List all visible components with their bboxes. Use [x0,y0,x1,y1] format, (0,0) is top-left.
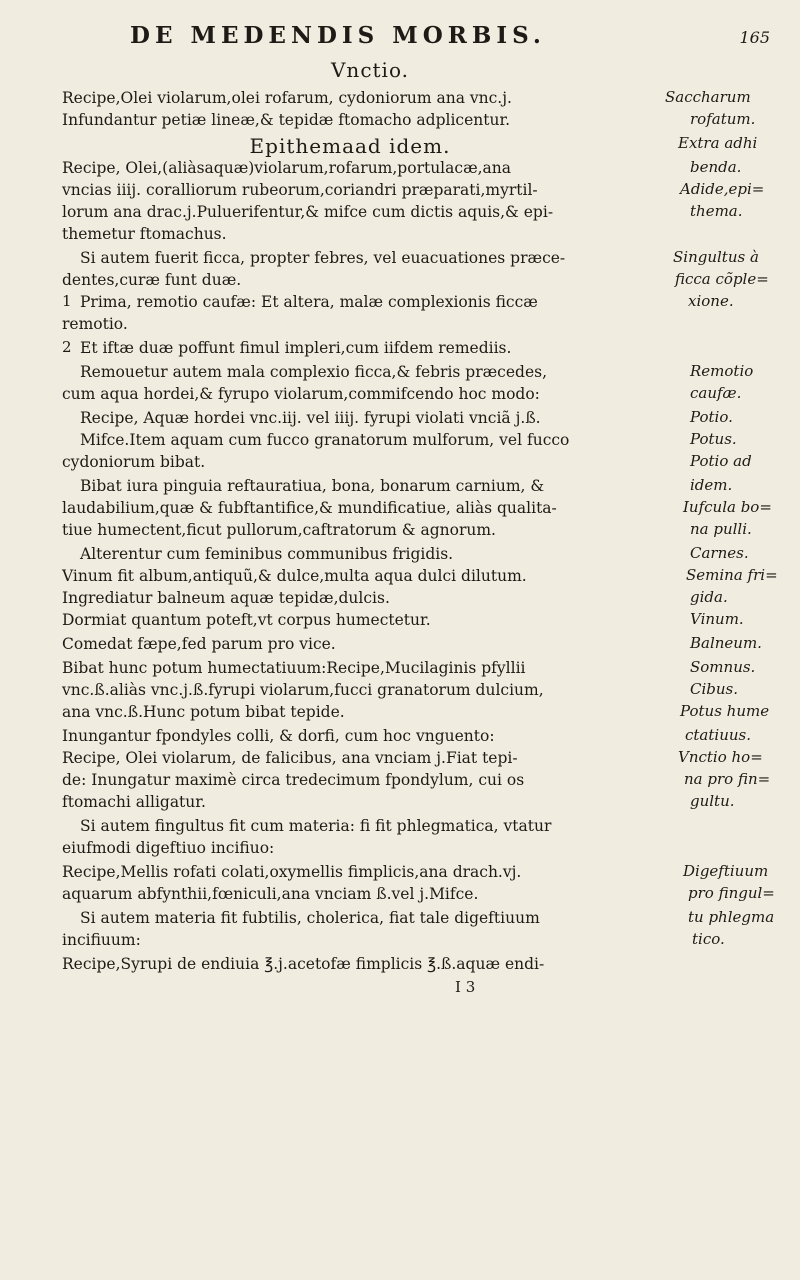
margin-note: Digeftiuum [683,862,769,880]
running-title: DE MEDENDIS MORBIS. [130,22,546,49]
text-line: Vinum fit album,antiquũ,& dulce,multa aqua dulci dilutum. [62,567,527,585]
margin-note: xione. [688,292,734,310]
margin-note: idem. [690,476,733,494]
signature-mark: I 3 [455,978,476,996]
margin-note: Potus. [690,430,737,448]
text-line: dentes,curæ funt duæ. [62,271,242,289]
text-line: Recipe, Aquæ hordei vnc.iij. vel iiij. fyrupi violati vnciã j.ß. [80,409,541,427]
margin-note: Saccharum [665,88,751,106]
margin-note: ctatiuus. [685,726,751,744]
text-line: Si autem fingultus fit cum materia: fi fit phlegmatica, vtatur [80,817,552,835]
text-line: Recipe, Olei violarum, de falicibus, ana vnciam j.Fiat tepi- [62,749,518,767]
margin-note: thema. [690,202,743,220]
margin-note: Carnes. [690,544,749,562]
text-line: Bibat hunc potum humectatiuum:Recipe,Mucilaginis pfyllii [62,659,526,677]
text-line: Recipe,Mellis rofati colati,oxymellis fimplicis,ana drach.vj. [62,863,522,881]
line-number: 1 [62,292,72,310]
margin-note: Vinum. [690,610,744,628]
page-number: 165 [739,28,770,47]
margin-note: rofatum. [690,110,756,128]
margin-note: Extra adhi [678,134,758,152]
text-line: lorum ana drac.j.Puluerifentur,& mifce cum dictis aquis,& epi- [62,203,554,221]
text-line: laudabilium,quæ & fubftantifice,& mundificatiue, aliàs qualita- [62,499,557,517]
text-line: Si autem materia fit fubtilis, cholerica, fiat tale digeftiuum [80,909,540,927]
margin-note: gida. [690,588,728,606]
margin-note: pro fingul= [688,884,775,902]
page-header [130,22,770,56]
text-line: ana vnc.ß.Hunc potum bibat tepide. [62,703,345,721]
line-number: 2 [62,338,72,356]
text-line: Recipe,Olei violarum,olei rofarum, cydoniorum ana vnc.j. [62,89,512,107]
text-line: Recipe, Olei,(aliàsaquæ)violarum,rofarum,portulacæ,ana [62,159,512,177]
text-line: cydoniorum bibat. [62,453,206,471]
margin-note: tico. [692,930,725,948]
margin-note: gultu. [690,792,735,810]
text-line: incifiuum: [62,931,141,949]
text-line: vnc.ß.aliàs vnc.j.ß.fyrupi violarum,fucci granatorum dulcium, [62,681,544,699]
text-line: Ingrediatur balneum aquæ tepidæ,dulcis. [62,589,390,607]
margin-note: Adide,epi= [680,180,765,198]
text-line: Recipe,Syrupi de endiuia ℥.j.acetofæ fimplicis ℥.ß.aquæ endi- [62,955,545,973]
margin-note: Vnctio ho= [678,748,763,766]
margin-note: Somnus. [690,658,756,676]
text-line: Remouetur autem mala complexio ficca,& febris præcedes, [80,363,548,381]
text-line: Bibat iura pinguia reftauratiua, bona, bonarum carnium, & [80,477,545,495]
text-line: remotio. [62,315,128,333]
margin-note: Potus hume [680,702,770,720]
text-line: de: Inungatur maximè circa tredecimum fpondylum, cui os [62,771,525,789]
text-line: aquarum abfynthii,fœniculi,ana vnciam ß.vel j.Mifce. [62,885,479,903]
text-line: Mifce.Item aquam cum fucco granatorum mulforum, vel fucco [80,431,570,449]
margin-note: Semina fri= [686,566,778,584]
margin-note: tu phlegma [688,908,775,926]
text-line: Prima, remotio caufæ: Et altera, malæ complexionis ficcæ [80,293,538,311]
margin-note: benda. [690,158,742,176]
text-line: themetur ftomachus. [62,225,227,243]
margin-note: caufæ. [690,384,742,402]
text-line: vncias iiij. coralliorum rubeorum,coriandri præparati,myrtil- [62,181,538,199]
margin-note: Cibus. [690,680,739,698]
text-line: Dormiat quantum poteft,vt corpus humectetur. [62,611,431,629]
text-line: Alterentur cum feminibus communibus frigidis. [80,545,454,563]
text-line: ftomachi alligatur. [62,793,206,811]
margin-note: Balneum. [690,634,762,652]
margin-note: na pro fin= [684,770,771,788]
text-line: cum aqua hordei,& fyrupo violarum,commifcendo hoc modo: [62,385,540,403]
text-line: tiue humectent,ficut pullorum,caftratorum & agnorum. [62,521,496,539]
margin-note: na pulli. [690,520,752,538]
margin-note: Potio ad [690,452,752,470]
margin-note: Singultus à [673,248,759,266]
text-line: eiufmodi digeftiuo incifiuo: [62,839,275,857]
margin-note: Remotio [690,362,754,380]
margin-note: Iufcula bo= [683,498,772,516]
section-heading: Vnctio. [330,58,410,82]
text-line: Et iftæ duæ poffunt fimul impleri,cum iifdem remediis. [80,339,512,357]
section-heading: Epithemaad idem. [249,134,451,158]
margin-note: ficca cõple= [675,270,769,288]
text-line: Si autem fuerit ficca, propter febres, vel euacuationes præce- [80,249,566,267]
margin-note: Potio. [690,408,733,426]
text-line: Infundantur petiæ lineæ,& tepidæ ftomacho adplicentur. [62,111,511,129]
text-line: Comedat fæpe,fed parum pro vice. [62,635,336,653]
text-line: Inungantur fpondyles colli, & dorfi, cum hoc vnguento: [62,727,495,745]
